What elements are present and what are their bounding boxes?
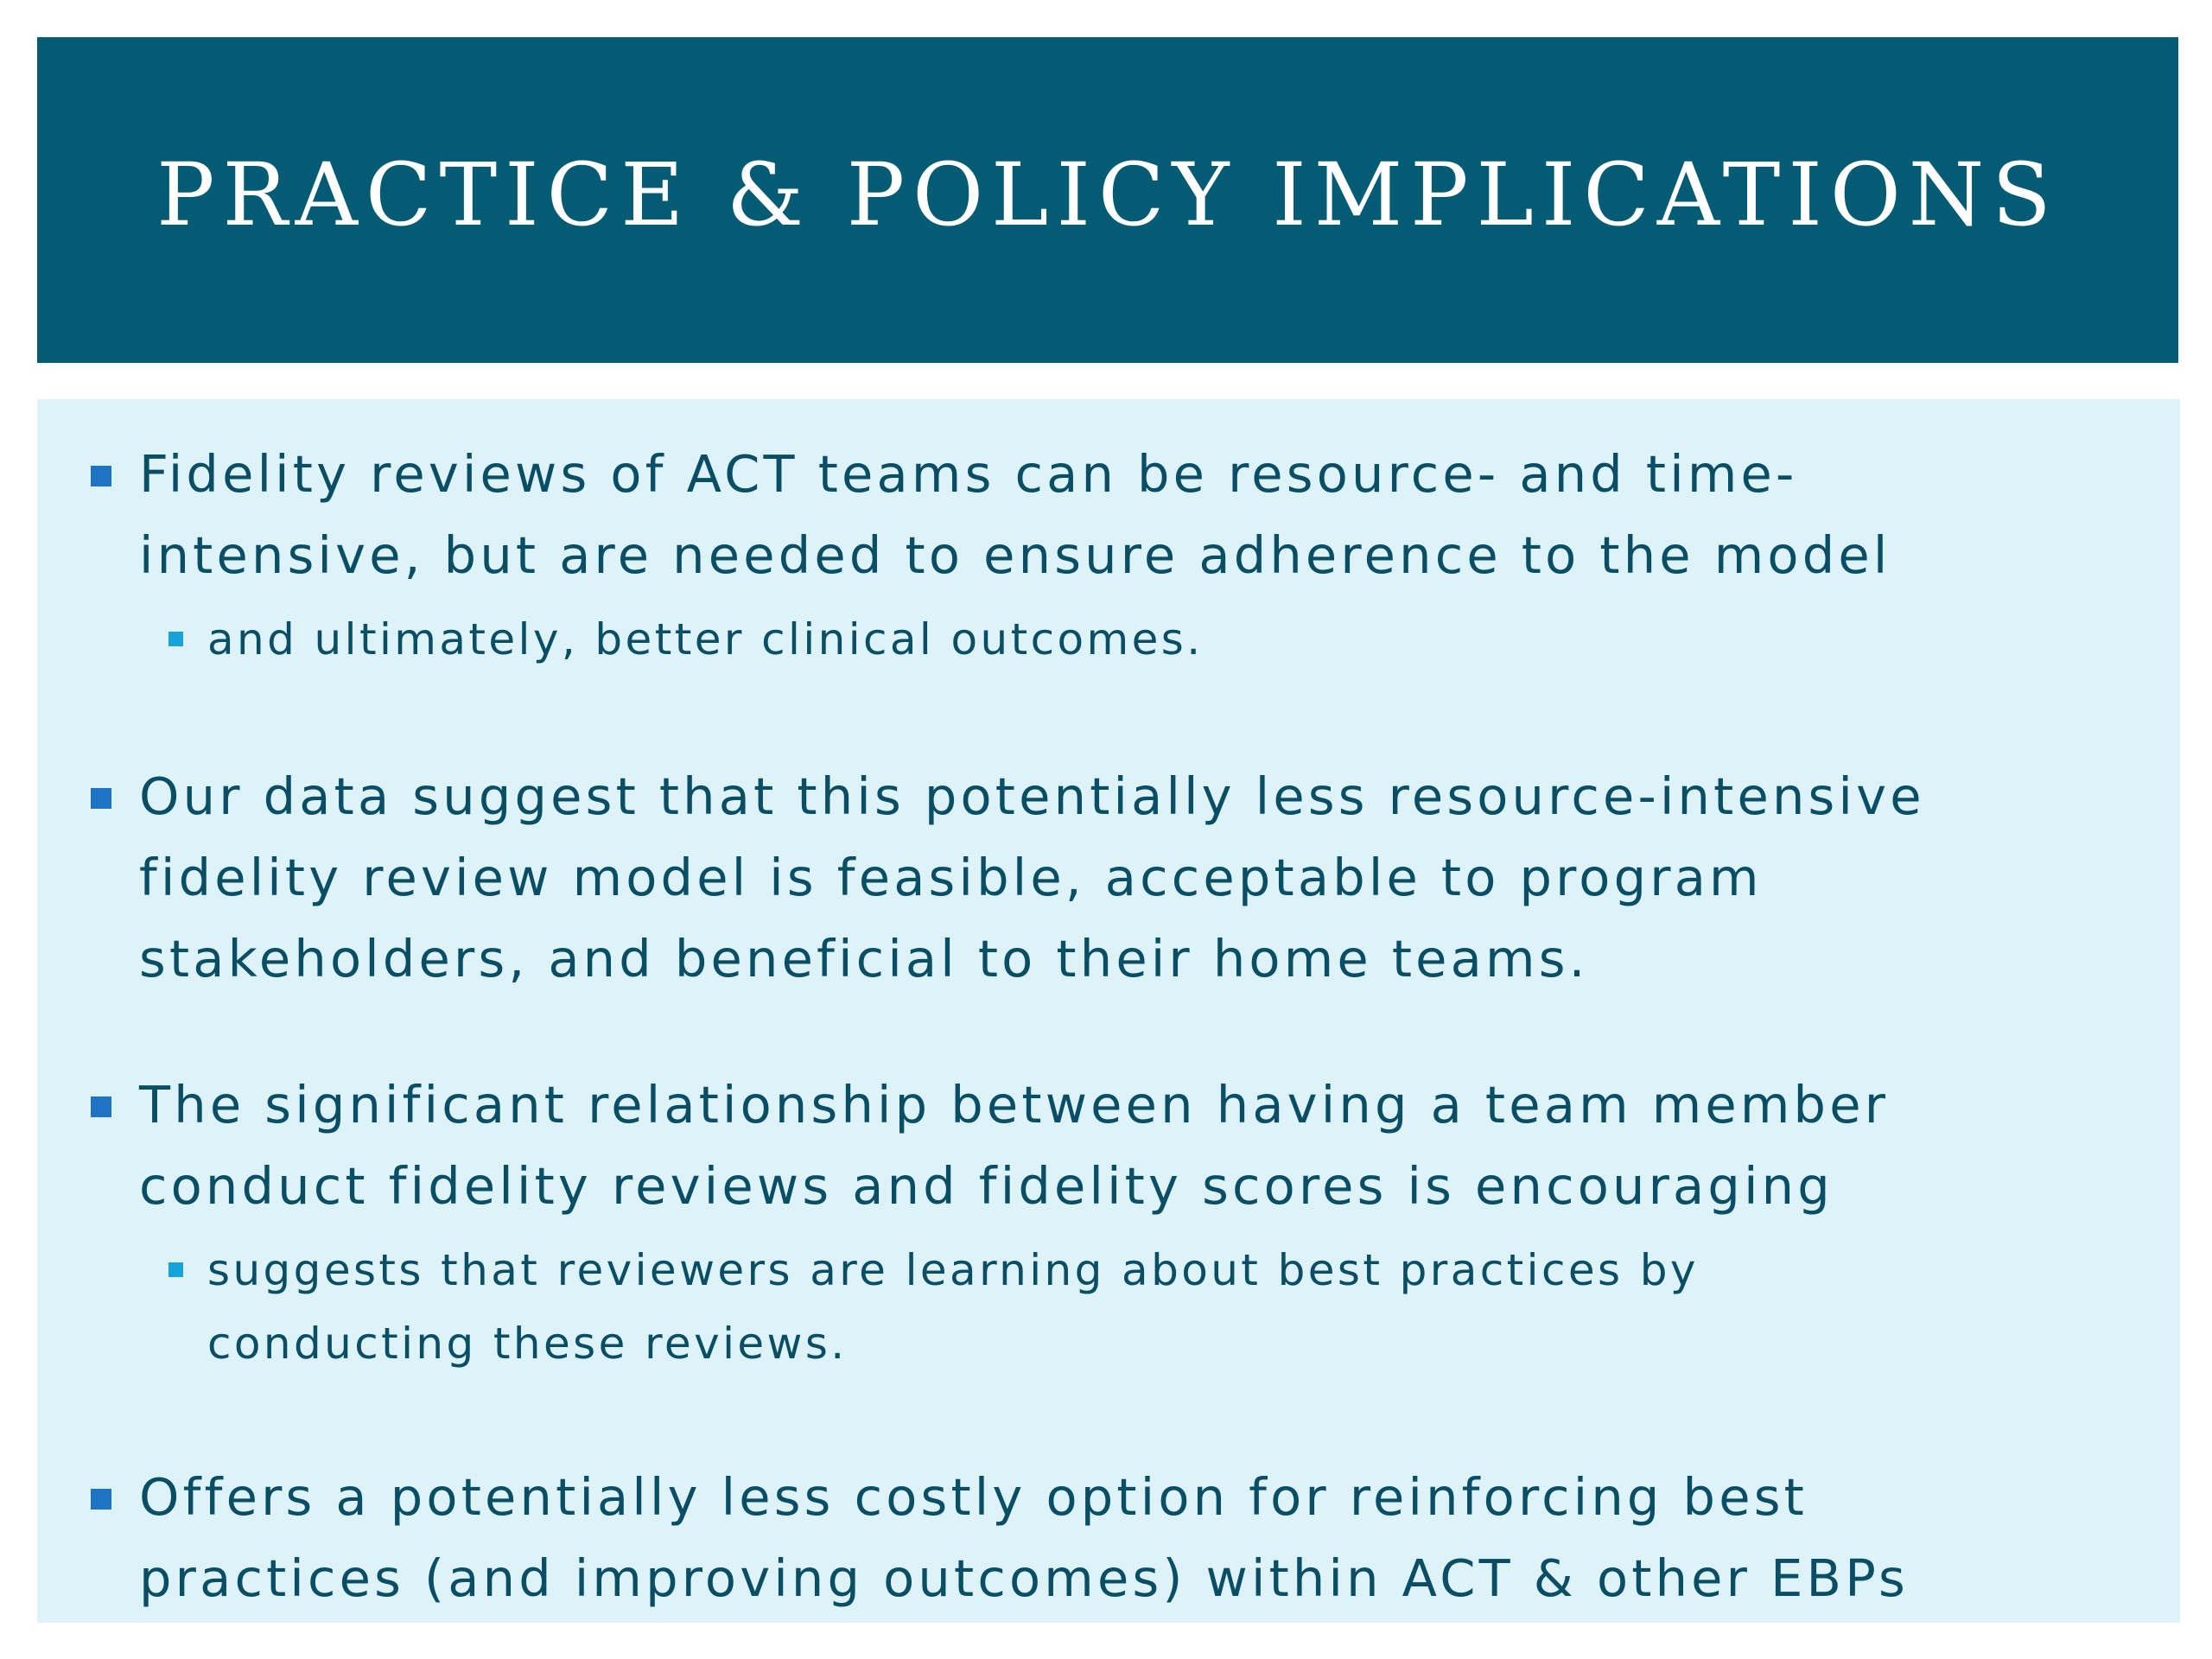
sub-bullet-line: conducting these reviews. <box>207 1319 848 1369</box>
square-bullet-icon <box>91 1096 111 1117</box>
bullet-item <box>37 434 1891 677</box>
sub-bullet-line: suggests that reviewers are learning about best practices by <box>207 1245 1699 1295</box>
bullet-item <box>37 1065 1889 1381</box>
bullet-line: stakeholders, and beneficial to their home teams. <box>139 929 1589 988</box>
sub-bullet-line: and ultimately, better clinical outcomes. <box>207 614 1204 664</box>
bullet-text <box>37 1457 1909 1619</box>
bullet-line: The significant relationship between having a team member <box>139 1075 1890 1135</box>
sub-bullet-text <box>37 1234 1889 1381</box>
bullet-item <box>37 756 1925 1000</box>
bullet-line: intensive, but are needed to ensure adherence to the model <box>139 525 1891 585</box>
square-bullet-icon <box>91 1489 111 1510</box>
sub-bullet-text <box>37 603 1891 677</box>
bullet-text <box>37 1065 1889 1227</box>
square-bullet-icon <box>91 788 111 809</box>
bullet-text <box>37 434 1891 596</box>
title-bar <box>37 37 2178 363</box>
bullet-line: fidelity review model is feasible, acceptable to program <box>139 848 1763 907</box>
bullet-line: Fidelity reviews of ACT teams can be resource- and time- <box>139 444 1798 504</box>
content-area <box>37 399 2180 1623</box>
bullet-line: conduct fidelity reviews and fidelity scores is encouraging <box>139 1156 1834 1216</box>
small-square-bullet-icon <box>168 1262 183 1277</box>
slide-title: PRACTICE & POLICY IMPLICATIONS <box>156 143 2059 245</box>
bullet-item <box>37 1457 1909 1619</box>
bullet-line: Offers a potentially less costly option for reinforcing best <box>139 1467 1808 1527</box>
bullet-line: Our data suggest that this potentially less resource-intensive <box>139 766 1925 826</box>
bullet-line: practices (and improving outcomes) within ACT & other EBPs <box>139 1548 1909 1608</box>
bullet-text <box>37 756 1925 1000</box>
small-square-bullet-icon <box>168 632 183 646</box>
square-bullet-icon <box>91 466 111 486</box>
